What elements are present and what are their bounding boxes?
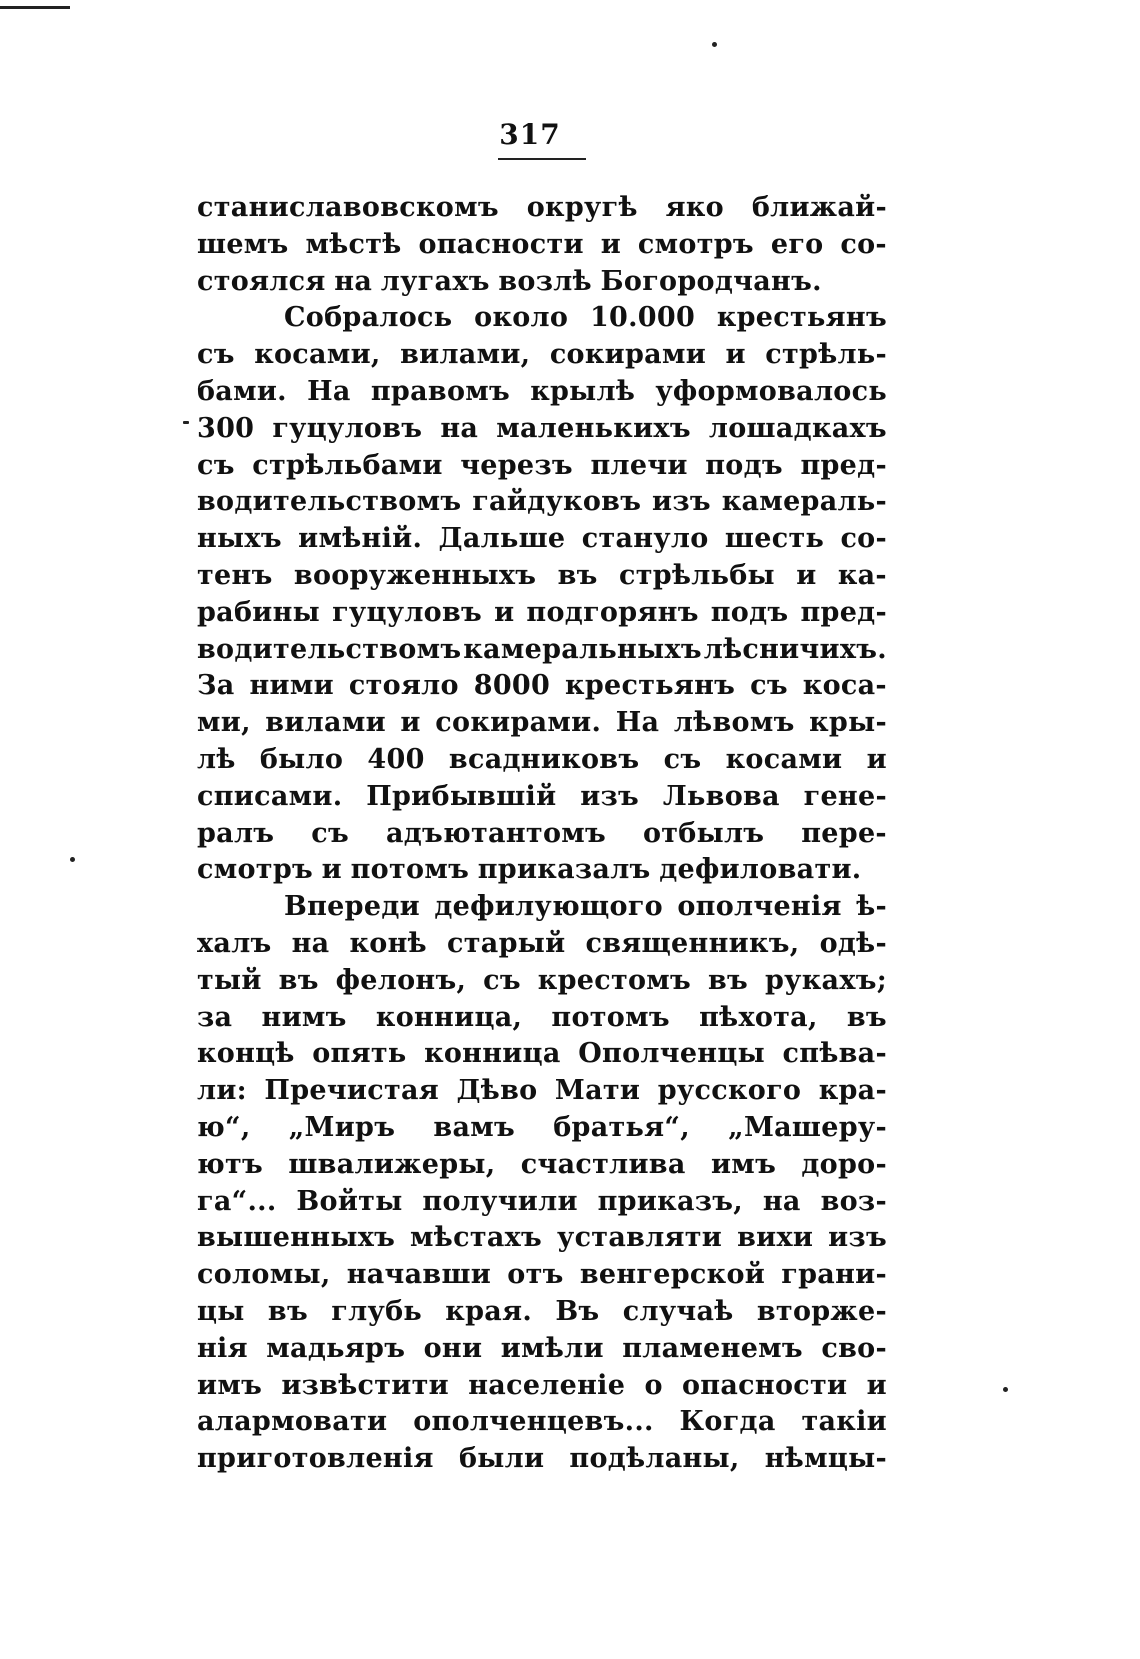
word: нимъ [261,1001,347,1033]
word: и [600,228,622,260]
word: 10.000 [589,302,696,334]
word: получили [422,1185,578,1217]
word: ними [249,670,334,702]
word: бами. [197,375,287,407]
word: на [440,412,479,444]
word: коса- [802,670,887,702]
paper-speck [712,42,717,47]
word: ка- [837,559,887,591]
word: венгерской [579,1259,766,1291]
word: „Миръ [288,1111,396,1143]
word: стрѣльбы [619,559,775,591]
word: опасности [418,228,584,260]
text-line [197,448,887,485]
word: тенъ [197,559,273,591]
word: смотръ [197,854,314,886]
word: о [644,1369,663,1401]
word: дефиловати. [659,854,862,886]
word: изъ [652,486,711,518]
word: на [762,1185,801,1217]
text-line [197,1184,887,1221]
word: На [307,375,351,407]
word: 400 [367,743,425,775]
text-line [197,632,887,669]
word: и [796,559,817,591]
word: возлѣ [498,265,592,297]
word: спѣва- [782,1038,887,1070]
word: и [866,743,887,775]
word: Пречистая [264,1075,440,1107]
word: ютъ [197,1148,264,1180]
word: пламенемъ [622,1332,803,1364]
word: его [770,228,824,260]
word: кра- [818,1075,887,1107]
word: имѣли [500,1332,604,1364]
word: пред- [800,596,887,628]
word: черезъ [460,449,573,481]
page-number: 317 [499,118,561,151]
word: въ [278,964,319,996]
word: крылѣ [530,375,636,407]
word: лѣсничихъ. [703,633,887,665]
text-line [197,1404,887,1441]
word: братья“, [553,1111,690,1143]
word: Богородчанъ. [600,265,822,297]
word: около [474,302,569,334]
text-line [197,1036,887,1073]
word: мадьяръ [266,1332,406,1364]
text-line [197,300,887,337]
word: смотръ [637,228,754,260]
word: га“... [197,1185,277,1217]
word: соломы, [197,1259,331,1291]
word: отбылъ [642,817,765,849]
word: въ [557,559,598,591]
word: опять [312,1038,407,1070]
word: списами. [197,780,343,812]
text-line [197,668,887,705]
word: съ [483,964,521,996]
word: гуцуловъ [272,412,423,444]
word: рабины [197,596,321,628]
word: со- [840,523,887,555]
word: на [334,265,373,297]
word: шемъ [197,228,289,260]
word: фелонъ, [335,964,467,996]
word: мѣстахъ [410,1222,543,1254]
word: приказалъ [477,854,651,886]
word: пред- [800,449,887,481]
word: ѣ- [856,891,887,923]
word: плечи [590,449,688,481]
word: водительствомъ [197,486,462,518]
word: Впереди [284,891,420,923]
word: старый [447,927,566,959]
word: стрѣль- [765,339,887,371]
word: ми, [197,707,251,739]
word: грани- [781,1259,887,1291]
word: священникъ, [585,927,800,959]
word: лѣ [197,743,236,775]
word: подѣланы, [569,1443,740,1475]
word: вамъ [433,1111,516,1143]
word: русского [657,1075,802,1107]
word: крестьянъ [565,670,736,702]
paper-speck [1003,1387,1008,1392]
word: вышенныхъ [197,1222,396,1254]
body-text [197,190,887,1478]
word: станиславовскомъ [197,192,499,223]
word: съ [311,817,350,849]
word: ли: [197,1075,247,1107]
word: изъ [580,780,640,812]
word: населеніе [468,1369,626,1401]
word: ополченцевъ... [413,1406,654,1438]
word: на [291,927,330,959]
word: доро- [801,1148,887,1180]
word: пѣхота, [699,1001,818,1033]
word: потомъ [350,854,470,886]
word: за [197,1001,233,1033]
word: извѣстити [281,1369,449,1401]
text-line [197,1331,887,1368]
word: опасности [682,1369,848,1401]
paper-speck [183,421,189,424]
word: сокирами. [435,707,602,739]
word: вилами, [400,339,531,371]
text-line [197,264,887,301]
word: сво- [821,1332,887,1364]
word: были [458,1443,545,1475]
word: одѣ- [819,927,887,959]
word: швалижеры, [288,1148,496,1180]
word: Дѣво [456,1075,538,1107]
word: халъ [197,927,272,959]
word: „Машеру- [728,1111,887,1143]
text-line [197,1294,887,1331]
word: въ [707,964,749,996]
word: было [259,743,344,775]
word: адъютантомъ [385,817,607,849]
word: ныхъ [197,523,282,555]
word: конница [424,1038,561,1070]
text-line [197,816,887,853]
word: уставляти [556,1222,723,1254]
word: дефилующого [434,891,663,923]
word: гайдуковъ [472,486,642,518]
word: приготовленія [197,1443,434,1475]
word: и [494,596,515,628]
word: вторже- [756,1295,887,1327]
text-line [197,1368,887,1405]
word: края. [445,1295,533,1327]
word: изъ [828,1222,887,1254]
word: стануло [581,523,709,555]
word: крестомъ [537,964,692,996]
word: 300 [197,412,255,444]
word: Когда [679,1406,776,1438]
word: подъ [705,449,783,481]
word: лугахъ [380,265,490,297]
top-edge-rule [0,6,70,9]
word: конѣ [349,927,427,959]
word: Дальше [438,523,566,555]
text-line [197,1110,887,1147]
text-line [197,779,887,816]
word: стрѣльбами [252,449,443,481]
text-line [197,190,887,227]
text-line [197,521,887,558]
word: съ [750,670,788,702]
word: и [321,854,342,886]
word: рукахъ; [764,964,887,996]
word: мѣстѣ [305,228,402,260]
word: всадниковъ [448,743,640,775]
word: камеральныхъ [463,633,702,665]
text-line [197,1257,887,1294]
word: приказъ, [597,1185,744,1217]
word: подгорянъ [526,596,699,628]
text-line [197,227,887,264]
word: сокирами [549,339,707,371]
text-line [197,1441,887,1478]
text-line [197,337,887,374]
word: косами, [254,339,381,371]
word: На [615,707,660,739]
text-line [197,1220,887,1257]
word: въ [267,1295,308,1327]
word: Прибывшій [366,780,557,812]
word: кры- [809,707,887,739]
word: ближай- [751,192,887,223]
text-line [197,889,887,926]
word: гене- [803,780,887,812]
text-line [197,558,887,595]
word: съ [663,743,702,775]
word: и [866,1369,887,1401]
word: округѣ [526,192,638,223]
word: Львова [662,780,780,812]
word: съ [197,339,235,371]
word: тый [197,964,262,996]
text-line [197,705,887,742]
word: ополченія [677,891,842,923]
text-line [197,484,887,521]
word: стояло [348,670,459,702]
text-line [197,374,887,411]
word: нѣмцы- [764,1443,887,1475]
word: нія [197,1332,248,1364]
word: вооруженныхъ [293,559,537,591]
word: воз- [820,1185,887,1217]
word: Войты [296,1185,403,1217]
word: Собралось [284,302,453,334]
text-line [197,1000,887,1037]
paper-speck [70,857,75,862]
word: Ополченцы [578,1038,765,1070]
text-line [197,1147,887,1184]
word: гуцуловъ [332,596,483,628]
text-line [197,1073,887,1110]
word: камераль- [721,486,887,518]
word: цы [197,1295,245,1327]
word: подъ [710,596,789,628]
word: За [197,670,235,702]
word: вихи [737,1222,814,1254]
word: съ [197,449,235,481]
word: лошадкахъ [708,412,887,444]
word: имъ [710,1148,777,1180]
word: крестьянъ [716,302,887,334]
word: шесть [724,523,825,555]
word: пере- [801,817,887,849]
word: въ [846,1001,887,1033]
word: яко [665,192,724,223]
word: глубь [331,1295,422,1327]
word: отъ [507,1259,564,1291]
word: лѣвомъ [673,707,795,739]
word: и [400,707,421,739]
word: правомъ [370,375,511,407]
word: Въ [555,1295,600,1327]
word: уформовалось [655,375,887,407]
text-line [197,411,887,448]
word: 8000 [473,670,551,702]
word: они [423,1332,483,1364]
word: потомъ [551,1001,670,1033]
word: косами [725,743,843,775]
word: конница, [375,1001,523,1033]
word: такіи [801,1406,887,1438]
word: счастлива [520,1148,686,1180]
word: водительствомъ [197,633,462,665]
word: концѣ [197,1038,295,1070]
text-line [197,926,887,963]
text-line [197,742,887,779]
word: ралъ [197,817,275,849]
word: и [725,339,746,371]
word: маленькихъ [496,412,691,444]
word: алармовати [197,1406,388,1438]
word: вилами [265,707,386,739]
word: имѣній. [298,523,423,555]
text-line [197,852,887,889]
word: начавши [346,1259,492,1291]
word: имъ [197,1369,263,1401]
word: ю“, [197,1111,251,1143]
word: случаѣ [622,1295,734,1327]
word: стоялся [197,265,326,297]
text-line [197,963,887,1000]
word: со- [840,228,887,260]
text-line [197,595,887,632]
page-number-underline [498,158,586,160]
word: Мати [554,1075,641,1107]
